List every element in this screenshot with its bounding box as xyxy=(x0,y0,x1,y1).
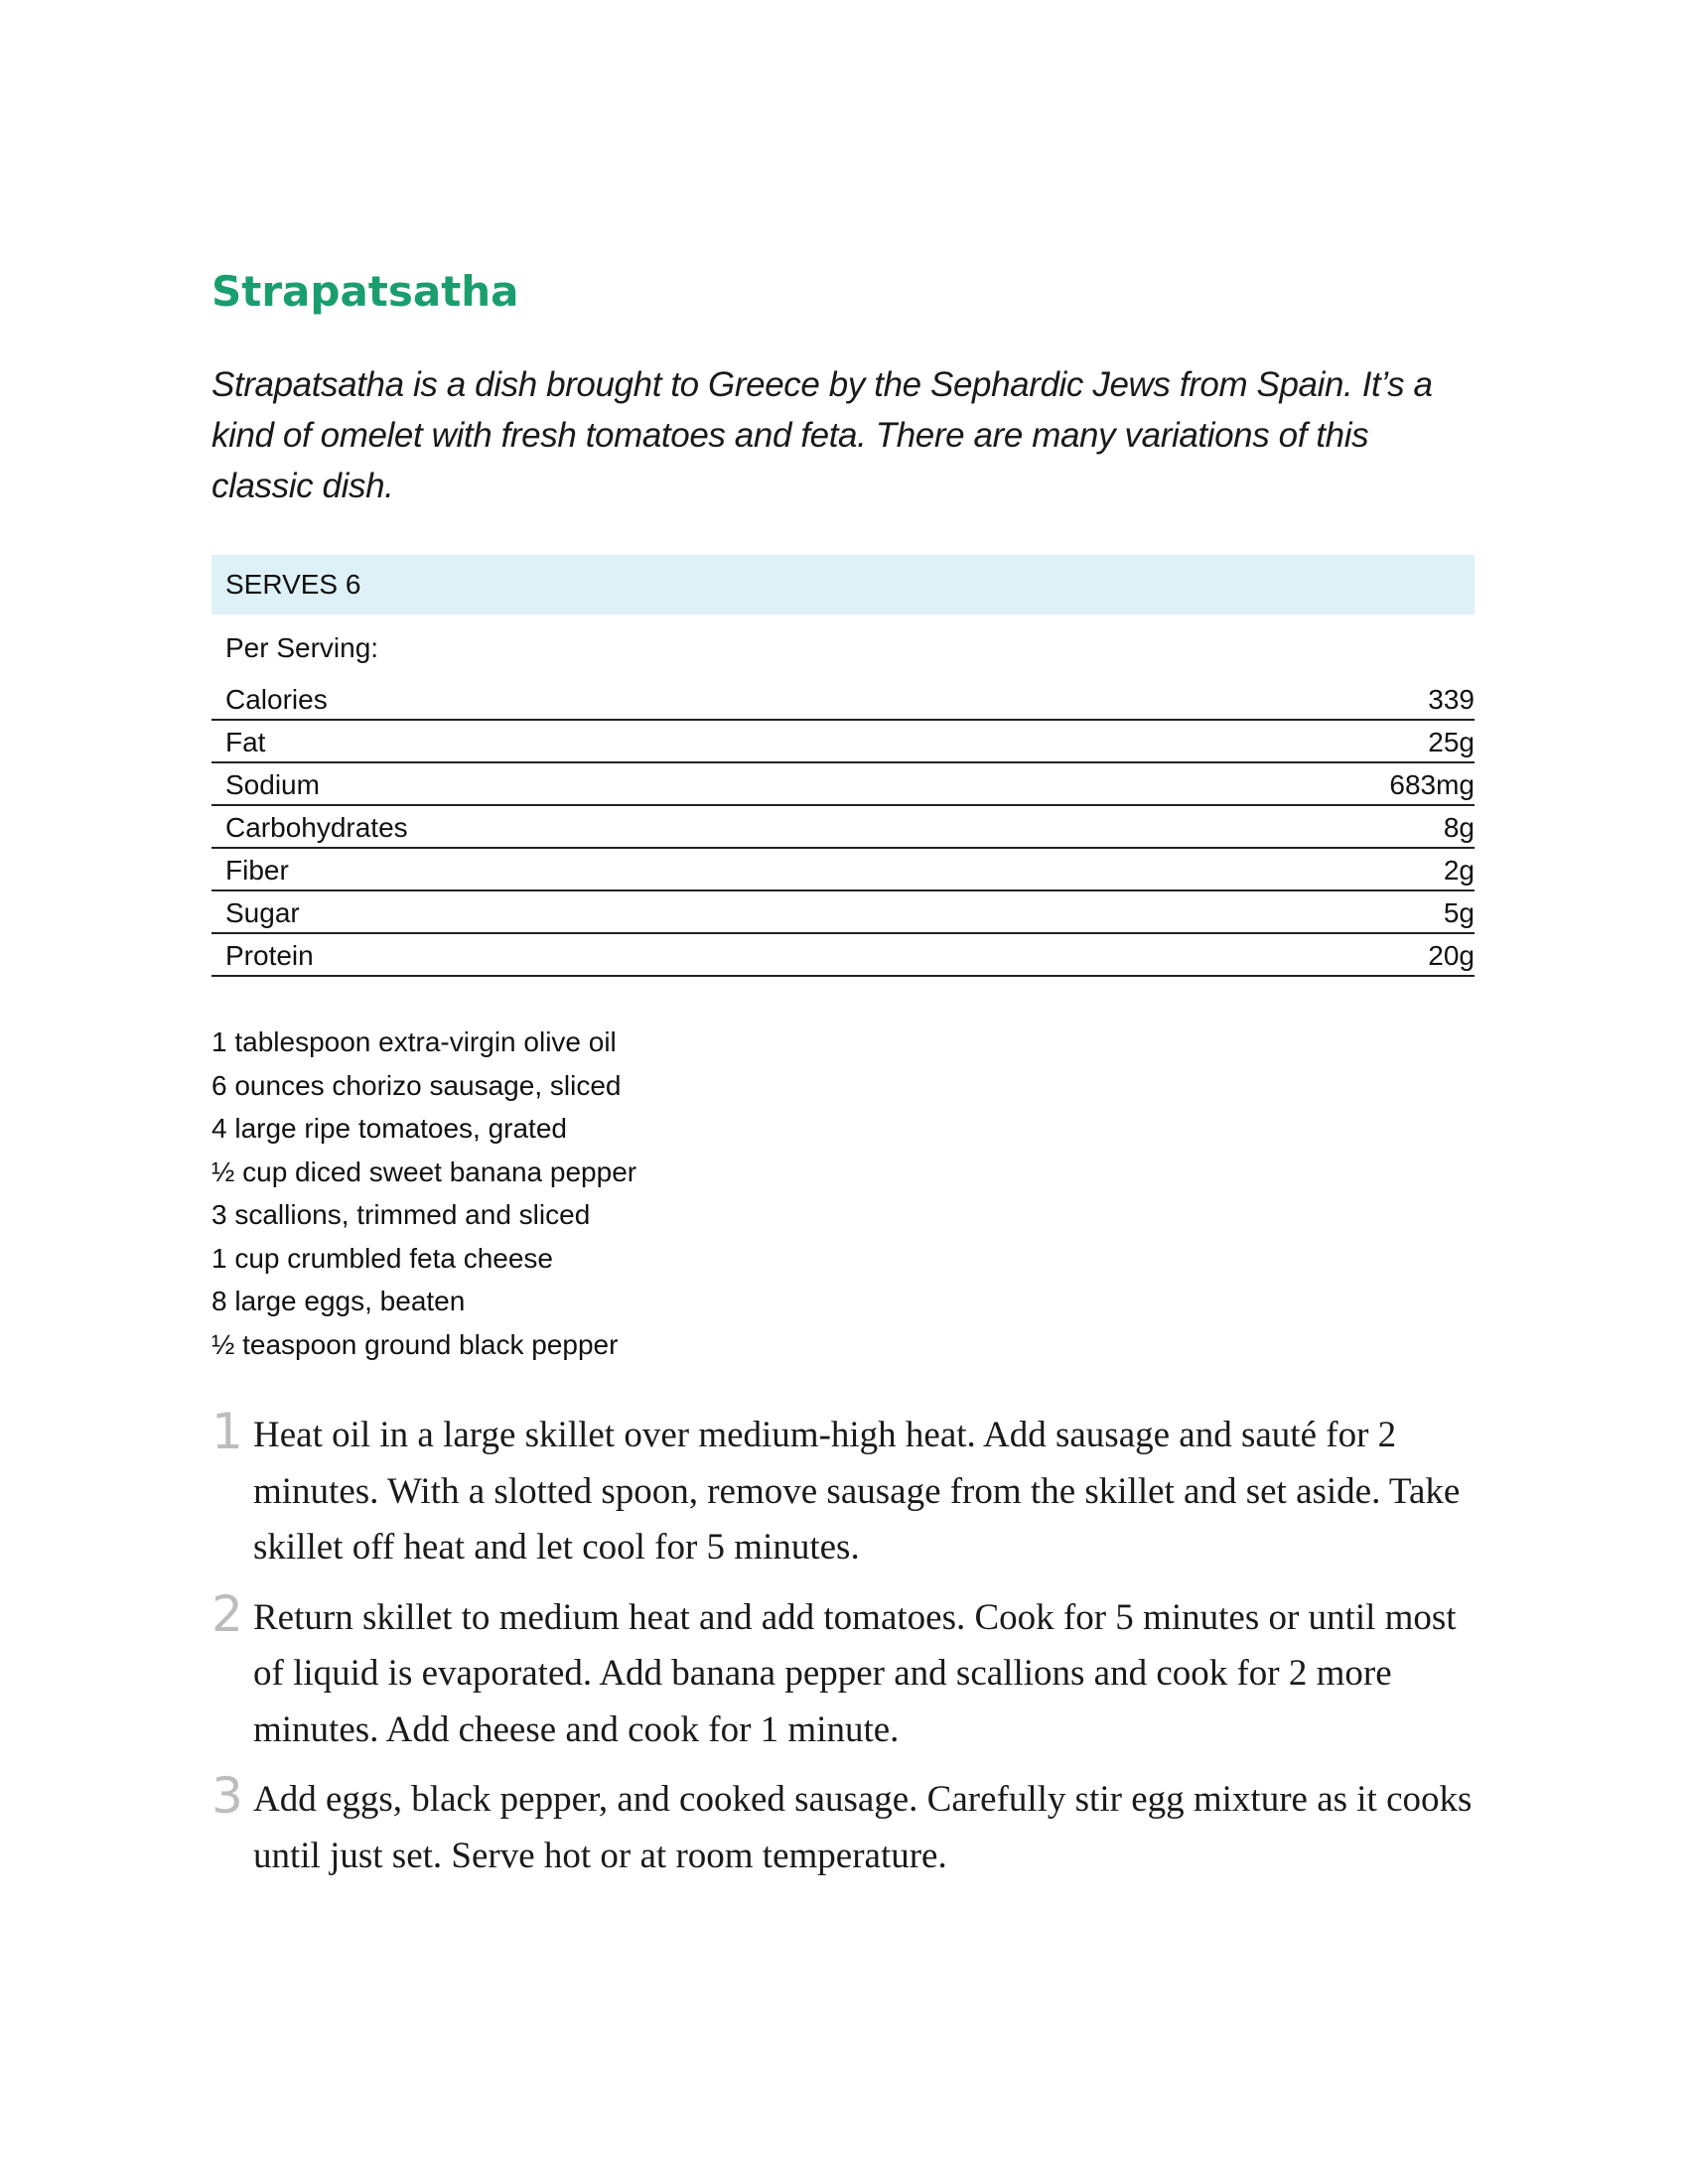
nutrition-label: Protein xyxy=(225,940,314,971)
nutrition-label: Fiber xyxy=(225,855,289,886)
nutrition-row-fat xyxy=(211,721,1475,763)
recipe-page xyxy=(211,262,1475,1898)
nutrition-row-sugar xyxy=(211,891,1475,934)
ingredient-item: 1 cup crumbled feta cheese xyxy=(211,1242,553,1274)
nutrition-row-carbohydrates xyxy=(211,806,1475,849)
nutrition-value: 339 xyxy=(1428,684,1475,715)
step-text: Return skillet to medium heat and add tomatoes. Cook for 5 minutes or until most of liquid is evaporated. Add banana pepper and scallions and cook for 2 more minutes. Add cheese and cook for 1 minute. xyxy=(253,1596,1457,1750)
recipe-title: Strapatsatha xyxy=(211,267,519,316)
ingredient-item: 4 large ripe tomatoes, grated xyxy=(211,1113,567,1144)
step-1 xyxy=(211,1403,1475,1576)
nutrition-row-calories xyxy=(211,678,1475,721)
nutrition-label: Fat xyxy=(225,727,266,757)
nutrition-value: 8g xyxy=(1443,812,1475,843)
nutrition-label: Sodium xyxy=(225,769,320,800)
nutrition-value: 25g xyxy=(1428,727,1475,757)
nutrition-row-protein xyxy=(211,934,1475,977)
recipe-intro: Strapatsatha is a dish brought to Greece by the Sephardic Jews from Spain. It’s a kind of omelet with fresh tomatoes and feta. There are many variations of this classic dish. xyxy=(211,365,1433,505)
ingredient-item: ½ teaspoon ground black pepper xyxy=(211,1328,619,1360)
nutrition-label: Calories xyxy=(225,684,328,715)
ingredient-item: 3 scallions, trimmed and sliced xyxy=(211,1199,591,1230)
step-text: Heat oil in a large skillet over medium-high heat. Add sausage and sauté for 2 minutes. With a slotted spoon, remove sausage from the skillet and set aside. Take skillet off heat and let cool for 5 minutes. xyxy=(253,1415,1461,1568)
step-3 xyxy=(211,1767,1475,1884)
per-serving-label: Per Serving: xyxy=(225,632,379,663)
ingredient-item: 8 large eggs, beaten xyxy=(211,1286,466,1316)
step-2 xyxy=(211,1584,1475,1759)
nutrition-label: Carbohydrates xyxy=(225,812,408,843)
nutrition-panel xyxy=(211,555,1475,977)
ingredient-list xyxy=(211,1021,1475,1366)
ingredient-item: 1 tablespoon extra-virgin olive oil xyxy=(211,1026,617,1057)
serves-bar: SERVES 6 xyxy=(211,555,1475,614)
nutrition-value: 683mg xyxy=(1389,769,1475,800)
ingredient-item: 6 ounces chorizo sausage, sliced xyxy=(211,1069,622,1101)
step-number: 3 xyxy=(211,1767,243,1825)
nutrition-value: 20g xyxy=(1428,940,1475,971)
nutrition-label: Sugar xyxy=(225,897,300,928)
step-number: 2 xyxy=(211,1584,243,1643)
step-number: 1 xyxy=(211,1403,243,1460)
nutrition-row-sodium xyxy=(211,763,1475,806)
nutrition-value: 2g xyxy=(1443,855,1475,886)
nutrition-row-fiber xyxy=(211,849,1475,891)
nutrition-value: 5g xyxy=(1443,897,1475,928)
step-text: Add eggs, black pepper, and cooked sausage. Carefully stir egg mixture as it cooks until just set. Serve hot or at room temperature. xyxy=(253,1779,1473,1876)
instruction-steps xyxy=(211,1403,1475,1884)
nutrition-table xyxy=(211,678,1475,977)
ingredient-item: ½ cup diced sweet banana pepper xyxy=(211,1156,637,1187)
